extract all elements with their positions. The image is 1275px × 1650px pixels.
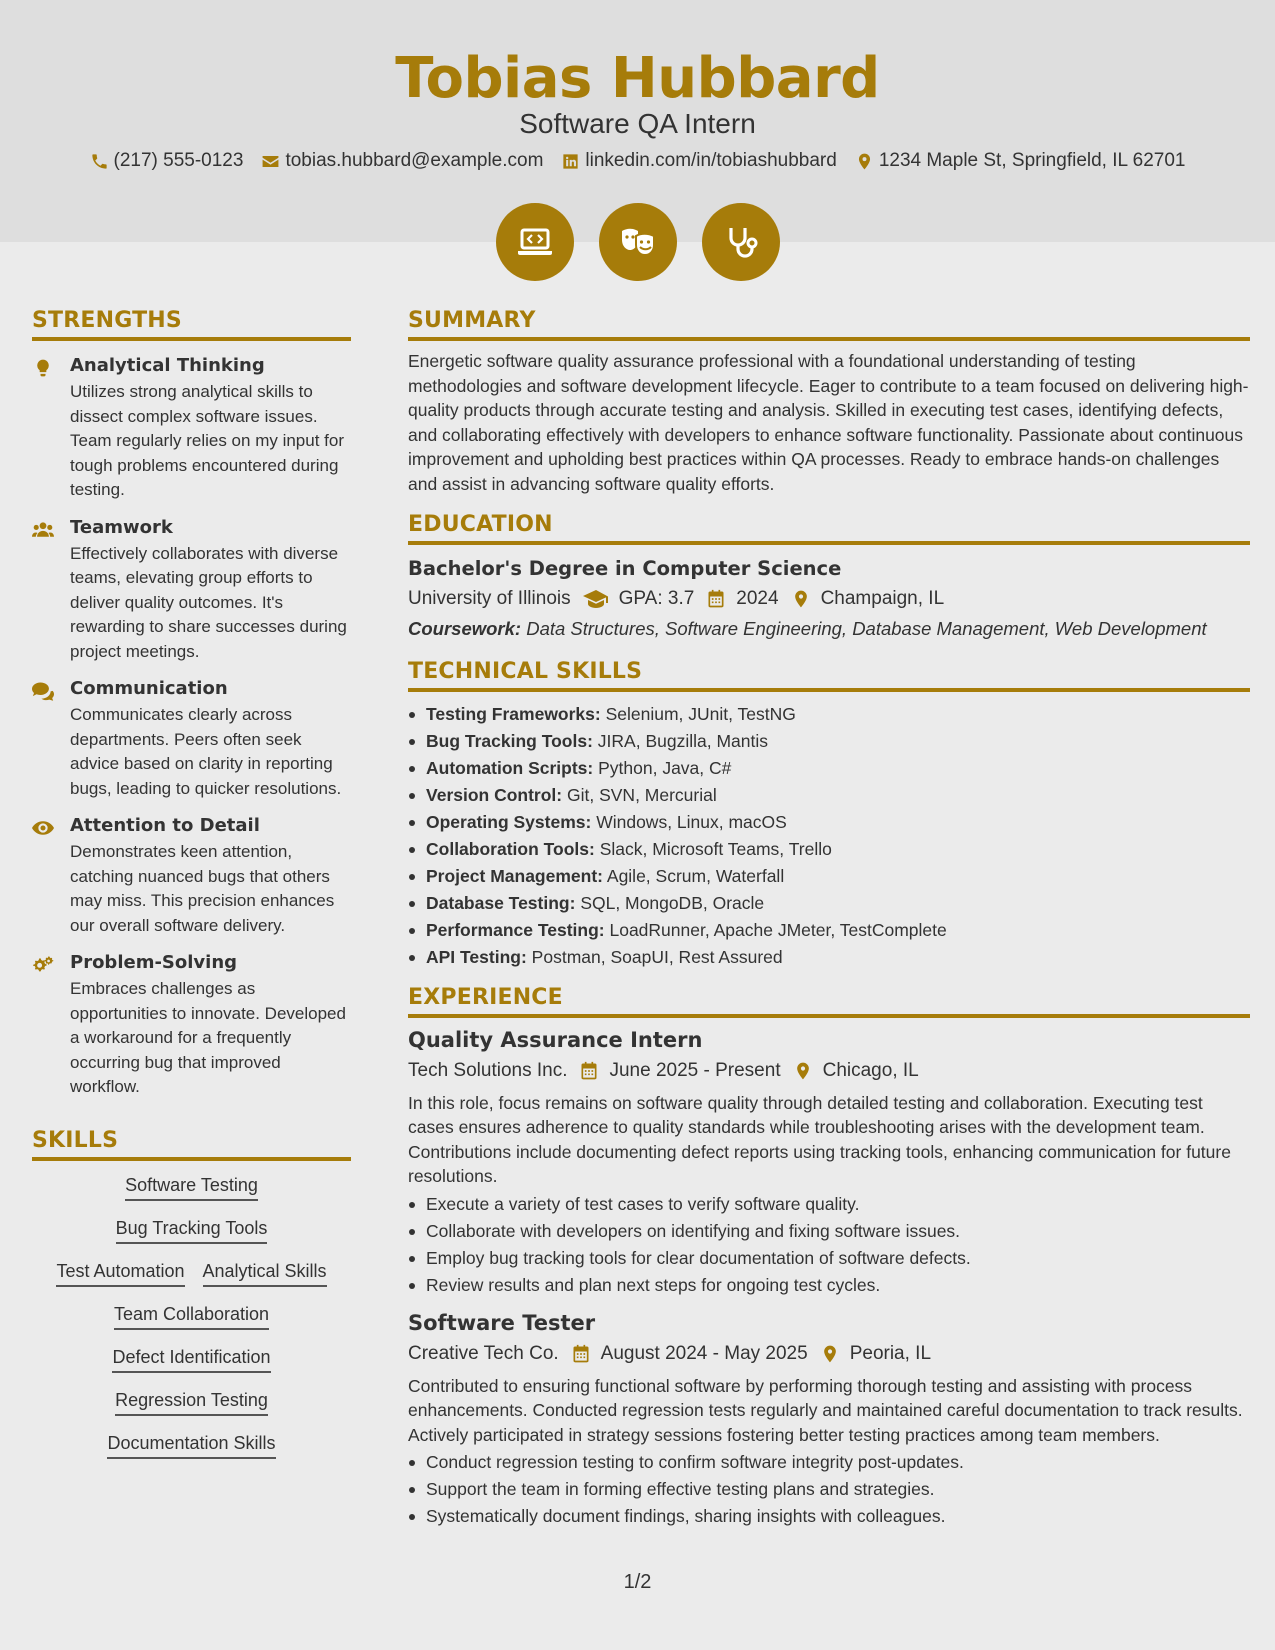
laptop-code-icon xyxy=(515,222,555,262)
linkedin-text: linkedin.com/in/tobiashubbard xyxy=(585,150,837,171)
envelope-icon xyxy=(261,152,280,171)
strength-title: Problem-Solving xyxy=(70,952,238,973)
candidate-name: Tobias Hubbard xyxy=(395,46,880,111)
phone-text: (217) 555-0123 xyxy=(113,150,244,171)
skill-tag: Analytical Skills xyxy=(203,1261,327,1287)
strength-item xyxy=(32,952,351,1100)
strength-title: Communication xyxy=(70,678,228,699)
lightbulb-icon xyxy=(32,358,54,378)
skill-tag: Test Automation xyxy=(56,1261,184,1287)
section-title-strengths: STRENGTHS xyxy=(32,308,351,341)
theater-masks-icon xyxy=(618,222,658,262)
job-entry xyxy=(408,1028,1250,1299)
left-column xyxy=(32,308,351,1476)
list-item: Automation Scripts: Python, Java, C# xyxy=(408,755,1250,782)
badge-stethoscope xyxy=(702,203,780,281)
job-title: Quality Assurance Intern xyxy=(408,1027,703,1052)
job-title: Software Tester xyxy=(408,1310,596,1335)
strength-title: Teamwork xyxy=(70,516,173,538)
strength-title: Attention to Detail xyxy=(70,815,260,836)
strength-desc: Communicates clearly across departments. Peers often seek advice based on clarity in reporting bugs, leading to quicker resolutions. xyxy=(70,705,342,798)
map-marker-icon xyxy=(820,1344,840,1364)
list-item: Collaborate with developers on identifying and fixing software issues. xyxy=(408,1218,1250,1245)
education-meta xyxy=(408,588,1250,610)
list-item: Execute a variety of test cases to verify software quality. xyxy=(408,1191,1250,1218)
job-description: Contributed to ensuring functional software by performing thorough testing and assisting with process enhancements. Conducted regression tests regularly and maintained careful documentation to track results. Actively participated in strategy sessions fostering better testing practices among team members. xyxy=(408,1375,1243,1445)
contact-phone[interactable] xyxy=(90,150,244,172)
job-description: In this role, focus remains on software quality through detailed testing and collaboration. Executing test cases ensures adherence to quality standards while troubleshooting arises with the development team. Contributions include documenting defect reports using tracking tools, enhancing communication for future resolutions. xyxy=(408,1092,1231,1186)
email-text: tobias.hubbard@example.com xyxy=(285,150,544,171)
list-item: Review results and plan next steps for ongoing test cycles. xyxy=(408,1272,1250,1299)
map-marker-icon xyxy=(791,589,811,609)
section-title-experience: EXPERIENCE xyxy=(408,985,1250,1018)
list-item: Bug Tracking Tools: JIRA, Bugzilla, Mantis xyxy=(408,728,1250,755)
stethoscope-icon xyxy=(721,222,761,262)
job-entry xyxy=(408,1311,1250,1531)
list-item: Project Management: Agile, Scrum, Waterfall xyxy=(408,863,1250,890)
graduation-cap-icon xyxy=(583,589,609,609)
skill-tag: Regression Testing xyxy=(115,1390,268,1416)
list-item: Systematically document findings, sharing insights with colleagues. xyxy=(408,1503,1250,1530)
cogs-icon xyxy=(32,955,54,975)
map-marker-icon xyxy=(855,152,874,171)
list-item: Conduct regression testing to confirm software integrity post-updates. xyxy=(408,1449,1250,1476)
contact-bar xyxy=(0,150,1275,172)
job-meta xyxy=(408,1343,1250,1365)
skill-tag: Documentation Skills xyxy=(107,1433,275,1459)
job-location: Chicago, IL xyxy=(822,1059,919,1081)
list-item: Collaboration Tools: Slack, Microsoft Teams, Trello xyxy=(408,836,1250,863)
list-item: Database Testing: SQL, MongoDB, Oracle xyxy=(408,890,1250,917)
strength-desc: Demonstrates keen attention, catching nuanced bugs that others may miss. This precision enhances our overall software delivery. xyxy=(70,842,335,935)
list-item: Support the team in forming effective testing plans and strategies. xyxy=(408,1476,1250,1503)
skill-tag: Software Testing xyxy=(125,1175,258,1201)
list-item: Testing Frameworks: Selenium, JUnit, TestNG xyxy=(408,701,1250,728)
job-dates: June 2025 - Present xyxy=(609,1059,781,1081)
calendar-icon xyxy=(579,1061,599,1081)
school-location: Champaign, IL xyxy=(820,588,945,609)
calendar-icon xyxy=(571,1344,591,1364)
calendar-icon xyxy=(706,589,726,609)
comments-icon xyxy=(32,681,54,701)
job-bullets xyxy=(408,1191,1250,1299)
candidate-role: Software QA Intern xyxy=(519,108,756,139)
skill-tag: Team Collaboration xyxy=(114,1304,269,1330)
list-item: API Testing: Postman, SoapUI, Rest Assured xyxy=(408,944,1250,971)
section-title-skills: SKILLS xyxy=(32,1128,351,1161)
contact-linkedin[interactable] xyxy=(561,150,836,172)
interest-badges xyxy=(0,203,1275,281)
section-title-technical-skills: TECHNICAL SKILLS xyxy=(408,659,1250,692)
list-item: Performance Testing: LoadRunner, Apache JMeter, TestComplete xyxy=(408,917,1250,944)
skills-list xyxy=(32,1175,351,1459)
address-text: 1234 Maple St, Springfield, IL 62701 xyxy=(878,150,1186,171)
gpa-text: GPA: 3.7 xyxy=(618,588,695,609)
section-title-summary: SUMMARY xyxy=(408,308,1250,341)
strength-desc: Embraces challenges as opportunities to innovate. Developed a workaround for a frequently occurring bug that improved workflow. xyxy=(70,979,346,1096)
job-company: Tech Solutions Inc. xyxy=(408,1059,568,1081)
badge-theater-masks xyxy=(599,203,677,281)
degree-title: Bachelor's Degree in Computer Science xyxy=(408,557,842,580)
page-number: 1/2 xyxy=(623,1571,652,1593)
strength-desc: Effectively collaborates with diverse teams, elevating group efforts to deliver quality outcomes. It's rewarding to share successes during project meetings. xyxy=(70,543,347,661)
job-dates: August 2024 - May 2025 xyxy=(600,1342,808,1364)
job-company: Creative Tech Co. xyxy=(408,1342,559,1364)
users-icon xyxy=(32,520,54,540)
coursework-label: Coursework: xyxy=(408,618,522,639)
section-title-education: EDUCATION xyxy=(408,512,1250,545)
technical-skills-list xyxy=(408,701,1250,971)
phone-icon xyxy=(90,152,109,171)
list-item: Version Control: Git, SVN, Mercurial xyxy=(408,782,1250,809)
job-meta xyxy=(408,1060,1250,1082)
strength-item xyxy=(32,517,351,665)
badge-laptop-code xyxy=(496,203,574,281)
map-marker-icon xyxy=(793,1061,813,1081)
job-bullets xyxy=(408,1449,1250,1530)
coursework-text: Data Structures, Software Engineering, Database Management, Web Development xyxy=(526,618,1207,639)
summary-text: Energetic software quality assurance professional with a foundational understanding of testing methodologies and software development lifecycle. Eager to contribute to a team focused on delivering high-quality products through accurate testing and analysis. Skilled in executing test cases, identifying defects, and collaborating effectively with developers to enhance software functionality. Passionate about continuous improvement and upholding best practices within QA processes. Ready to embrace hands-on challenges and assist in advancing software quality efforts. xyxy=(408,351,1249,494)
strength-title: Analytical Thinking xyxy=(70,355,265,376)
graduation-year: 2024 xyxy=(736,588,779,609)
skill-tag: Bug Tracking Tools xyxy=(116,1218,268,1244)
strength-item xyxy=(32,815,351,938)
coursework xyxy=(408,617,1250,642)
school-name: University of Illinois xyxy=(408,588,571,609)
job-location: Peoria, IL xyxy=(849,1342,932,1364)
skill-tag: Defect Identification xyxy=(112,1347,270,1373)
strength-item xyxy=(32,678,351,801)
strength-item xyxy=(32,355,351,503)
list-item: Operating Systems: Windows, Linux, macOS xyxy=(408,809,1250,836)
eye-icon xyxy=(32,818,54,838)
right-column xyxy=(408,308,1250,1530)
contact-address xyxy=(855,150,1186,172)
list-item: Employ bug tracking tools for clear documentation of software defects. xyxy=(408,1245,1250,1272)
linkedin-icon xyxy=(561,152,580,171)
contact-email[interactable] xyxy=(261,150,543,172)
strength-desc: Utilizes strong analytical skills to dissect complex software issues. Team regularly relies on my input for tough problems encountered during testing. xyxy=(70,382,345,499)
